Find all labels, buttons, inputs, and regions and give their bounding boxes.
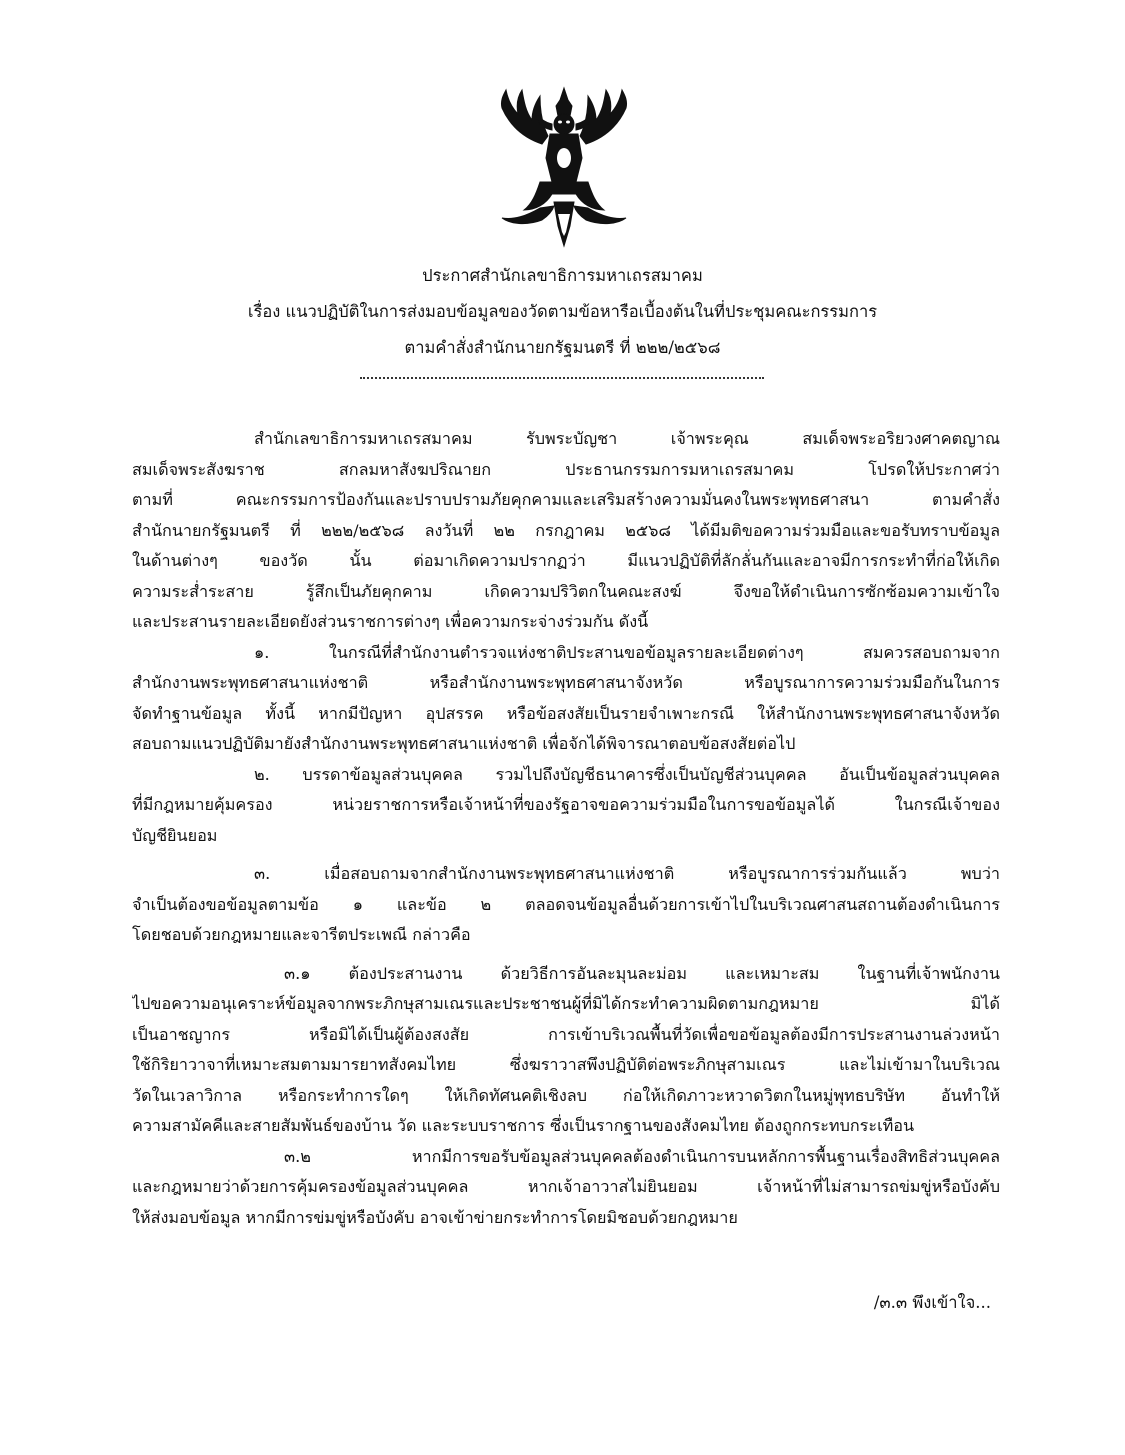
paragraph-item-3-2 [132, 1142, 1000, 1234]
text-line: สอบถามแนวปฏิบัติมายังสำนักงานพระพุทธศาสนาแห่งชาติ เพื่อจักได้พิจารณาตอบข้อสงสัยต่อไป [132, 734, 796, 753]
text-line: วัดในเวลาวิกาล หรือกระทำการใดๆ ให้เกิดทัศนคติเชิงลบ ก่อให้เกิดภาวะหวาดวิตกในหมู่พุทธบริษัท อันทำให้ [132, 1085, 1000, 1105]
text-line: ความสามัคคีและสายสัมพันธ์ของบ้าน วัด และระบบราชการ ซึ่งเป็นรากฐานของสังคมไทย ต้องถูกกระทบกระเทือน [132, 1116, 915, 1135]
paragraph-intro [132, 424, 1000, 638]
text-line: เป็นอาชญากร หรือมิได้เป็นผู้ต้องสงสัย การเข้าบริเวณพื้นที่วัดเพื่อขอข้อมูลต้องมีการประสานงานล่วงหน้า [132, 1024, 1000, 1044]
text-line: ใช้กิริยาวาจาที่เหมาะสมตามมารยาทสังคมไทย ซึ่งฆราวาสพึงปฏิบัติต่อพระภิกษุสามเณร และไม่เข้ามาในบริเวณ [132, 1055, 1000, 1074]
text-line: ๓. เมื่อสอบถามจากสำนักงานพระพุทธศาสนาแห่งชาติ หรือบูรณาการร่วมกันแล้ว พบว่า [254, 864, 1000, 883]
paragraph-item-3-1 [132, 959, 1000, 1142]
announcement-title: ประกาศสำนักเลขาธิการมหาเถรสมาคม [422, 266, 703, 285]
page-continuation: /๓.๓ พึงเข้าใจ... [873, 1293, 991, 1312]
text-line: โดยชอบด้วยกฎหมายและจารีตประเพณี กล่าวคือ [132, 925, 471, 944]
text-line: ๓.๑ ต้องประสานงาน ด้วยวิธีการอันละมุนละม่อม และเหมาะสม ในฐานที่เจ้าพนักงาน [284, 963, 1000, 983]
text-line: จำเป็นต้องขอข้อมูลตามข้อ ๑ และข้อ ๒ ตลอดจนข้อมูลอื่นด้วยการเข้าไปในบริเวณศาสนสถานต้องดำเนินการ [132, 894, 1000, 914]
text-line: ๒. บรรดาข้อมูลส่วนบุคคล รวมไปถึงบัญชีธนาคารซึ่งเป็นบัญชีส่วนบุคคล อันเป็นข้อมูลส่วนบุคคล [254, 764, 1000, 784]
text-line: ๓.๒ หากมีการขอรับข้อมูลส่วนบุคคลต้องดำเนินการบนหลักการพื้นฐานเรื่องสิทธิส่วนบุคคล [284, 1146, 1000, 1166]
paragraph-item-3 [132, 859, 1000, 951]
document-body [132, 424, 1000, 1233]
text-line: จัดทำฐานข้อมูล ทั้งนี้ หากมีปัญหา อุปสรรค หรือข้อสงสัยเป็นรายจำเพาะกรณี ให้สำนักงานพระพุทธศาสนาจังหวัด [132, 703, 1000, 723]
text-line: และประสานรายละเอียดยังส่วนราชการต่างๆ เพื่อความกระจ่างร่วมกัน ดังนี้ [132, 612, 649, 631]
text-line: บัญชียินยอม [132, 825, 218, 845]
text-line: ให้ส่งมอบข้อมูล หากมีการข่มขู่หรือบังคับ อาจเข้าข่ายกระทำการโดยมิชอบด้วยกฎหมาย [132, 1207, 738, 1227]
text-line: สำนักงานพระพุทธศาสนาแห่งชาติ หรือสำนักงานพระพุทธศาสนาจังหวัด หรือบูรณาการความร่วมมือกันในการ [132, 673, 1000, 692]
paragraph-item-1 [132, 638, 1000, 760]
announcement-subject: เรื่อง แนวปฏิบัติในการส่งมอบข้อมูลของวัดตามข้อหารือเบื้องต้นในที่ประชุมคณะกรรมการ [247, 302, 878, 321]
text-line: สมเด็จพระสังฆราช สกลมหาสังฆปริณายก ประธานกรรมการมหาเถรสมาคม โปรดให้ประกาศว่า [132, 459, 1000, 479]
paragraph-item-2 [132, 760, 1000, 852]
text-line: ความระส่ำระสาย รู้สึกเป็นภัยคุกคาม เกิดความปริวิตกในคณะสงฆ์ จึงขอให้ดำเนินการซักซ้อมความเข้าใจ [132, 581, 1000, 601]
text-line: และกฎหมายว่าด้วยการคุ้มครองข้อมูลส่วนบุคคล หากเจ้าอาวาสไม่ยินยอม เจ้าหน้าที่ไม่สามารถข่มขู่หรือบังคับ [132, 1177, 1000, 1196]
text-line: ไปขอความอนุเคราะห์ข้อมูลจากพระภิกษุสามเณรและประชาชนผู้ที่มิได้กระทำความผิดตามกฎหมาย มิได้ [132, 994, 1000, 1013]
text-line: ในด้านต่างๆ ของวัด นั้น ต่อมาเกิดความปรากฏว่า มีแนวปฏิบัติที่ลักลั่นกันและอาจมีการกระทำที่ก่อให้เกิด [132, 551, 1000, 570]
garuda-emblem-icon [496, 86, 632, 248]
header-divider [360, 377, 764, 379]
text-line: สำนักเลขาธิการมหาเถรสมาคม รับพระบัญชา เจ้าพระคุณ สมเด็จพระอริยวงศาคตญาณ [254, 429, 1000, 448]
text-line: ตามที่ คณะกรรมการป้องกันและปราบปรามภัยคุกคามและเสริมสร้างความมั่นคงในพระพุทธศาสนา ตามคำสั่ง [132, 490, 1000, 509]
announcement-reference: ตามคำสั่งสำนักนายกรัฐมนตรี ที่ ๒๒๒/๒๕๖๘ [404, 338, 721, 357]
text-line: สำนักนายกรัฐมนตรี ที่ ๒๒๒/๒๕๖๘ ลงวันที่ ๒๒ กรกฎาคม ๒๕๖๘ ได้มีมติขอความร่วมมือและขอรับทราบข้อมูล [132, 520, 1000, 540]
text-line: ที่มีกฎหมายคุ้มครอง หน่วยราชการหรือเจ้าหน้าที่ของรัฐอาจขอความร่วมมือในการขอข้อมูลได้ ในกรณีเจ้าของ [132, 795, 1000, 814]
text-line: ๑. ในกรณีที่สำนักงานตำรวจแห่งชาติประสานขอข้อมูลรายละเอียดต่างๆ สมควรสอบถามจาก [254, 642, 1000, 662]
